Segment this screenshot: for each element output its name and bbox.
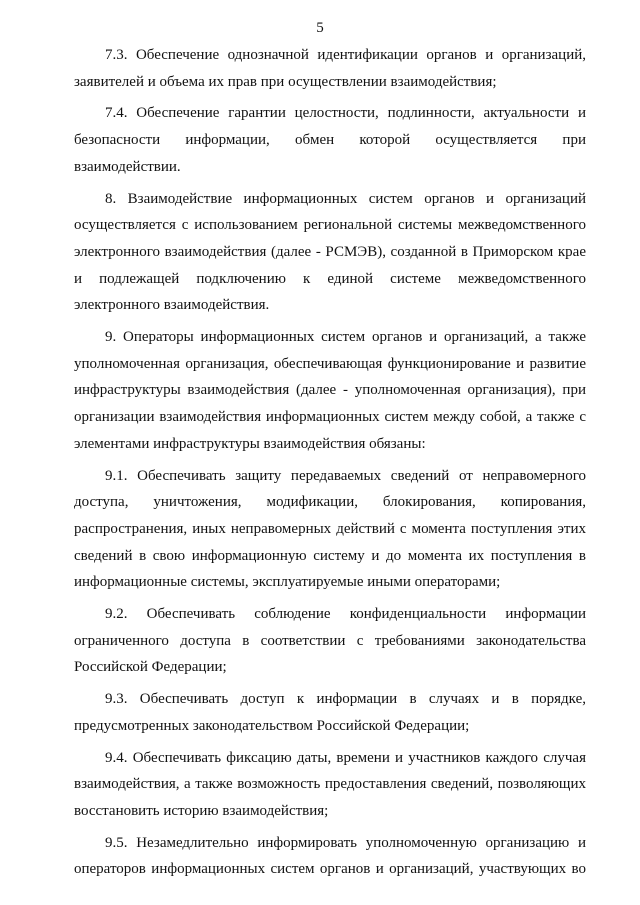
paragraph-9-5: 9.5. Незамедлительно информировать уполномоченную организацию и операторов информационных систем органов и организаций, участвующих во xyxy=(74,834,586,878)
page-number: 5 xyxy=(316,20,324,36)
paragraph-9-1: 9.1. Обеспечивать защиту передаваемых сведений от неправомерного доступа, уничтожения, модификации, блокирования, копирования, распространения, иных неправомерных действий с момента поступления этих сведений в свою информационную систему и до момента их поступления в информационные системы, эксплуатируемые иными операторами; xyxy=(74,467,586,591)
paragraph-8: 8. Взаимодействие информационных систем органов и организаций осуществляется с использованием региональной системы межведомственного электронного взаимодействия (далее - РСМЭВ), созданной в Приморском крае и подлежащей подключению к единой системе межведомственного электронного взаимодействия. xyxy=(74,190,586,314)
paragraph-7-3: 7.3. Обеспечение однозначной идентификации органов и организаций, заявителей и объема их прав при осуществлении взаимодействия; xyxy=(74,47,586,90)
paragraph-9: 9. Операторы информационных систем органов и организаций, а также уполномоченная организация, обеспечивающая функционирование и развитие инфраструктуры взаимодействия (далее - уполномоченная организация), при организации взаимодействия информационных систем между собой, а также с элементами инфраструктуры взаимодействия обязаны: xyxy=(74,329,586,452)
paragraph-9-2: 9.2. Обеспечивать соблюдение конфиденциальности информации ограниченного доступа в соответствии с требованиями законодательства Российской Федерации; xyxy=(74,606,586,676)
paragraph-9-4: 9.4. Обеспечивать фиксацию даты, времени и участников каждого случая взаимодействия, а также возможность предоставления сведений, позволяющих восстановить историю взаимодействия; xyxy=(74,749,586,819)
document-body xyxy=(74,42,586,888)
paragraph-9-3: 9.3. Обеспечивать доступ к информации в случаях и в порядке, предусмотренных законодательством Российской Федерации; xyxy=(74,691,586,734)
paragraph-7-4: 7.4. Обеспечение гарантии целостности, подлинности, актуальности и безопасности информации, обмен которой осуществляется при взаимодействии. xyxy=(74,105,586,175)
